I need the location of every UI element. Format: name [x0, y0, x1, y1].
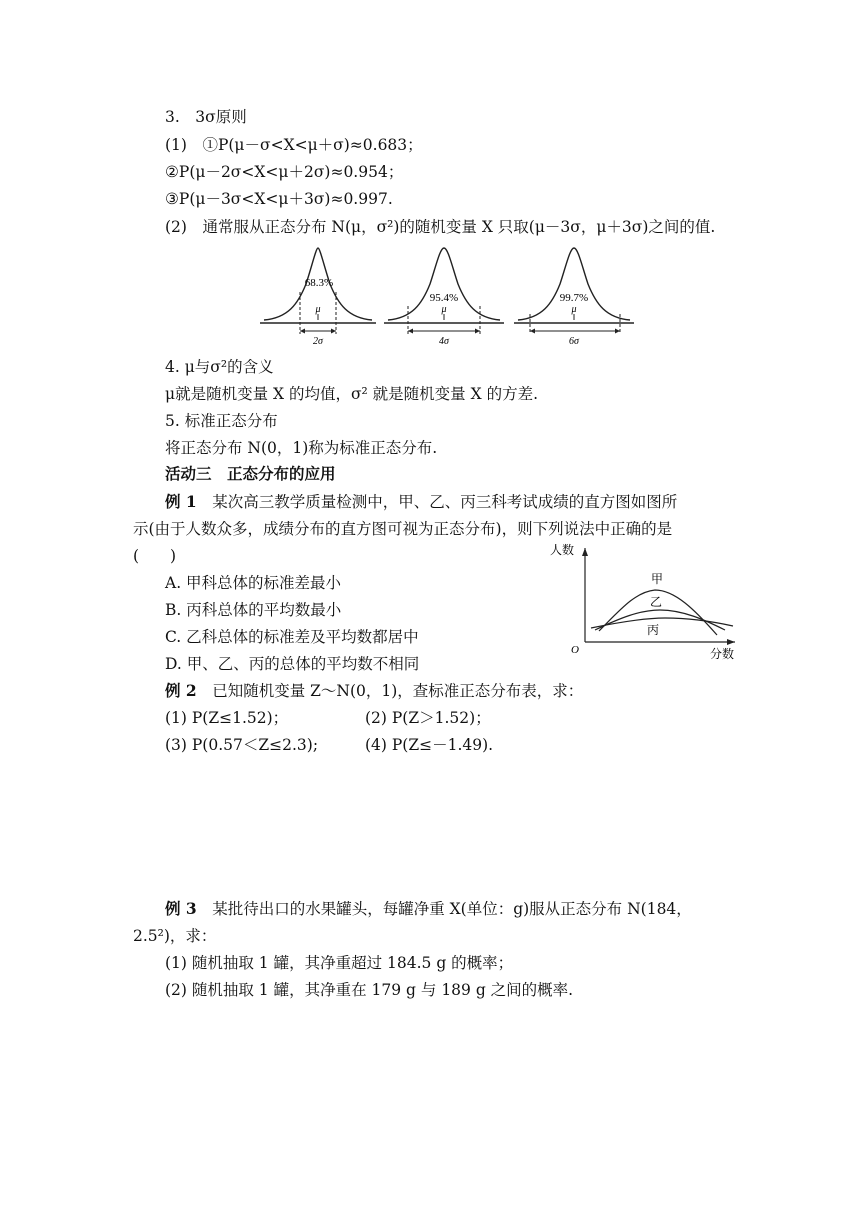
label-bing: 丙: [647, 623, 660, 637]
option-c: C. 乙科总体的标准差及平均数都居中: [165, 628, 419, 646]
curve-yi: [595, 610, 725, 630]
example3-q2: (2) 随机抽取 1 罐，其净重在 179 g 与 189 g 之间的概率.: [165, 981, 574, 999]
curve-width: 4σ: [439, 336, 449, 347]
label-jia: 甲: [651, 572, 664, 586]
example2-q3: (3) P(0.57＜Z≤2.3);: [165, 736, 319, 754]
example1-label: 例 1: [165, 492, 197, 511]
example3-line2: 2.5²)，求：: [133, 927, 217, 945]
curve-mu: μ: [441, 304, 447, 315]
section4-body: μ就是随机变量 X 的均值，σ² 就是随机变量 X 的方差.: [165, 385, 539, 403]
normal-curves-figure: [258, 240, 638, 350]
curve-width: 2σ: [313, 336, 323, 347]
subject-curves-figure: [550, 540, 745, 665]
ylabel: 人数: [550, 543, 575, 557]
curve-mu: μ: [315, 304, 321, 315]
example1-text1: 某次高三教学质量检测中，甲、乙、丙三科考试成绩的直方图如图所: [196, 493, 678, 511]
example2-q4: (4) P(Z≤－1.49).: [365, 736, 494, 754]
curve-4sigma: [384, 248, 504, 347]
section3-title: 3. 3σ原则: [165, 108, 247, 126]
example1-line1: [165, 491, 677, 513]
example1-line2: 示(由于人数众多，成绩分布的直方图可视为正态分布)，则下列说法中正确的是: [133, 520, 673, 538]
example2-text: 已知随机变量 Z～N(0，1)，查标准正态分布表，求：: [196, 682, 584, 700]
label-yi: 乙: [650, 595, 663, 609]
example3-line1: [165, 898, 692, 920]
rule-3: ③P(μ－3σ<X<μ＋3σ)≈0.997.: [165, 190, 393, 208]
curve-pct: 68.3%: [304, 277, 334, 289]
rule-note: (2) 通常服从正态分布 N(μ，σ²)的随机变量 X 只取(μ－3σ，μ＋3σ)之间的值.: [165, 218, 716, 236]
example3-label: 例 3: [165, 899, 197, 918]
example2-q2: (2) P(Z＞1.52)；: [365, 709, 491, 727]
option-a: A. 甲科总体的标准差最小: [165, 574, 342, 592]
option-d: D. 甲、乙、丙的总体的平均数不相同: [165, 655, 420, 673]
example3-text1: 某批待出口的水果罐头，每罐净重 X(单位：g)服从正态分布 N(184，: [196, 900, 692, 918]
activity3-title: 活动三 正态分布的应用: [165, 464, 336, 483]
rule-1: (1) ①P(μ－σ<X<μ＋σ)≈0.683；: [165, 136, 423, 154]
section5-title: 5. 标准正态分布: [165, 412, 278, 430]
xlabel: 分数: [710, 647, 735, 661]
curve-6sigma: [514, 248, 634, 347]
example2-label: 例 2: [165, 681, 197, 700]
curve-2sigma: [260, 248, 376, 347]
example2-line: [165, 680, 583, 702]
section4-title: 4. μ与σ²的含义: [165, 358, 274, 376]
origin: O: [571, 644, 579, 656]
section5-body: 将正态分布 N(0，1)称为标准正态分布.: [165, 439, 438, 457]
curve-pct: 95.4%: [429, 292, 459, 304]
curve-pct: 99.7%: [559, 292, 589, 304]
example3-q1: (1) 随机抽取 1 罐，其净重超过 184.5 g 的概率；: [165, 954, 514, 972]
example1-line3: ( ): [133, 547, 177, 565]
curve-width: 6σ: [569, 336, 579, 347]
example2-q1: (1) P(Z≤1.52)；: [165, 709, 289, 727]
curve-mu: μ: [571, 304, 577, 315]
option-b: B. 丙科总体的平均数最小: [165, 601, 342, 619]
rule-2: ②P(μ－2σ<X<μ＋2σ)≈0.954；: [165, 163, 404, 181]
